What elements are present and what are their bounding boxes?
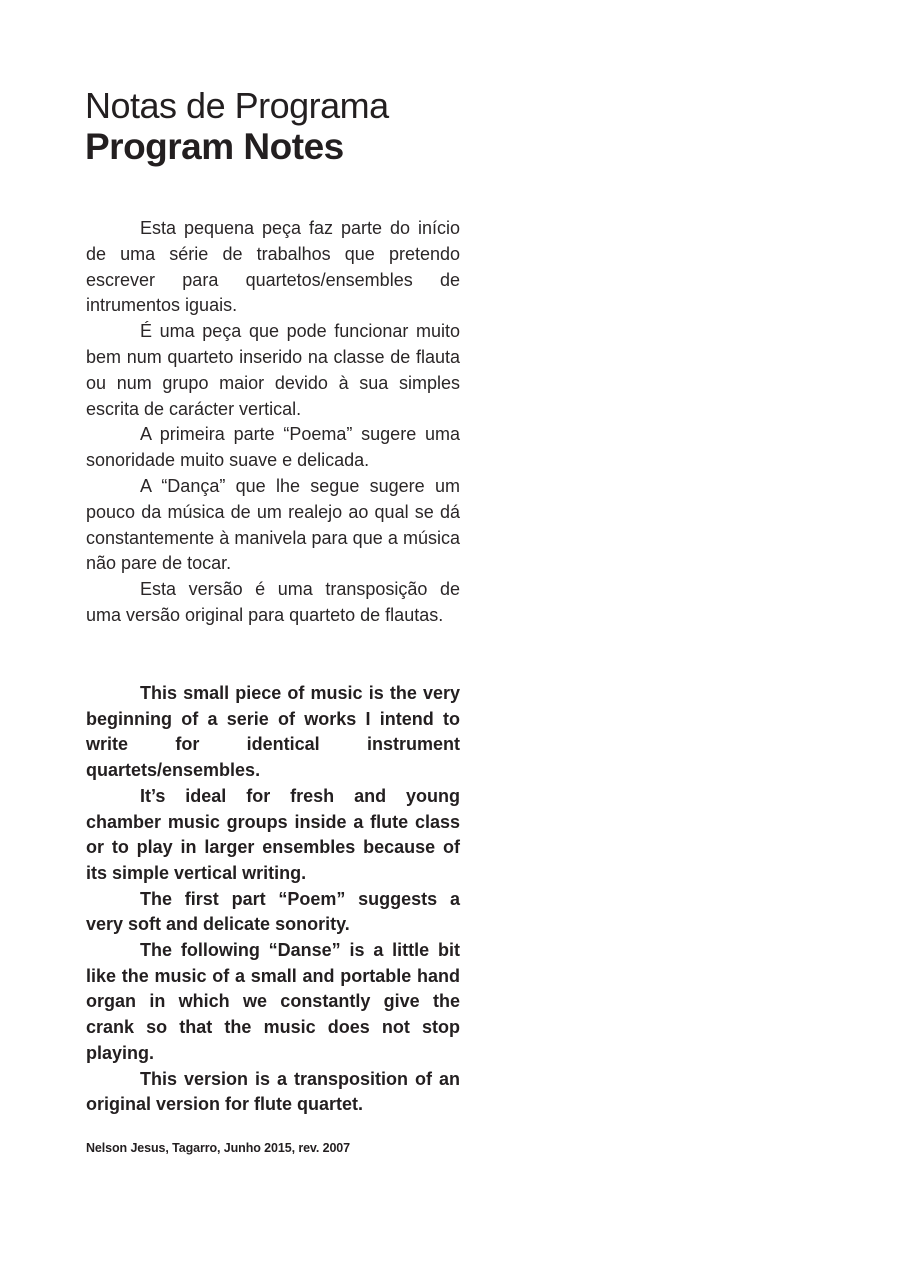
pt-paragraph-3: A primeira parte “Poema” sugere uma sonoridade muito suave e delicada. [86,424,460,471]
program-notes-english [86,681,460,1118]
en-paragraph-4: The following “Danse” is a little bit like the music of a small and portable hand organ in which we constantly give the crank so that the music does not stop playing. [86,940,460,1063]
en-paragraph-5: This version is a transposition of an original version for flute quartet. [86,1068,460,1115]
en-paragraph-3: The first part “Poem” suggests a very soft and delicate sonority. [86,888,460,935]
program-notes-portuguese [86,216,460,629]
title-portuguese: Notas de Programa [85,85,389,126]
pt-paragraph-5: Esta versão é uma transposição de uma versão original para quarteto de flautas. [86,579,460,625]
pt-paragraph-1: Esta pequena peça faz parte do início de uma série de trabalhos que pretendo escrever para quartetos/ensembles de intrumentos iguais. [86,218,460,316]
pt-paragraph-2: É uma peça que pode funcionar muito bem num quarteto inserido na classe de flauta ou num grupo maior devido à sua simples escrita de carácter vertical. [86,321,460,419]
en-paragraph-1: This small piece of music is the very beginning of a serie of works I intend to write for identical instrument quartets/ensembles. [86,683,460,781]
pt-paragraph-4: A “Dança” que lhe segue sugere um pouco da música de um realejo ao qual se dá constantemente à manivela para que a música não pare de tocar. [86,475,460,574]
en-paragraph-2: It’s ideal for fresh and young chamber music groups inside a flute class or to play in larger ensembles because of its simple vertical writing. [86,785,460,883]
title-english: Program Notes [85,126,344,167]
author-signature: Nelson Jesus, Tagarro, Junho 2015, rev. 2007 [86,1141,351,1155]
